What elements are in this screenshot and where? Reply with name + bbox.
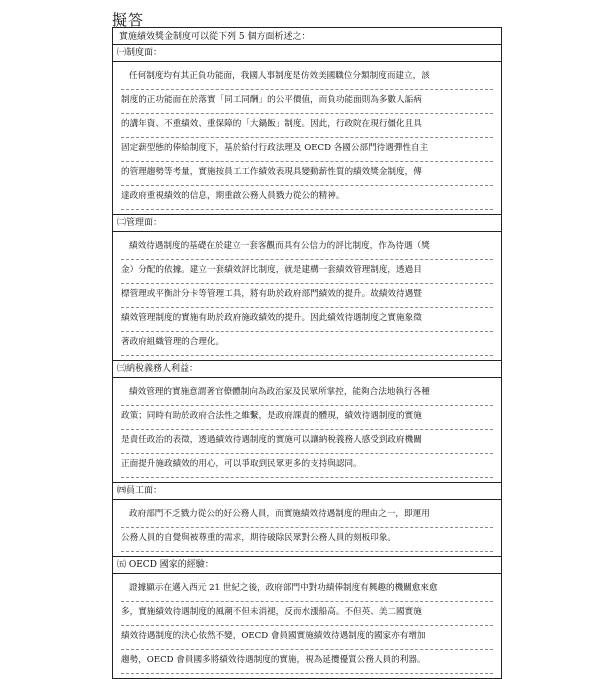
section-body	[113, 232, 501, 361]
section-title: ㈡管理面：	[113, 215, 501, 232]
intro-text: 實施績效獎金制度可以從下列 5 個方面析述之：	[113, 28, 501, 45]
text-line: 公務人員的自覺與被尊重的需求，期待破除民眾對公務人員的刻板印象。	[121, 528, 493, 552]
text-line: 政府部門不乏戮力從公的好公務人員，而實施績效待遇制度的理由之一，即運用	[121, 504, 493, 528]
text-line: 正面提升施政績效的用心，可以爭取到民眾更多的支持與認同。	[121, 454, 493, 478]
text-line: 制度的正功能面在於落實「同工同酬」的公平價值，而負功能面則為多數人詬病	[121, 90, 493, 114]
text-line: 政策；同時有助於政府合法性之維繫，是政府課責的體現，績效待遇制度的實施	[121, 406, 493, 430]
text-line: 固定薪型態的俸給制度下，基於給付行政法理及 OECD 各國公部門待遇彈性自主	[121, 138, 493, 162]
text-line: 的講年資、不重績效、重保障的「大鍋飯」制度。因此，行政院在現行僵化且具	[121, 114, 493, 138]
section-body	[113, 574, 501, 678]
text-line: 績效待遇制度的決心依然不變，OECD 會員國實施績效待遇制度的國家亦有增加	[121, 626, 493, 650]
text-line: 證據顯示在邁入西元 21 世紀之後，政府部門中對功績俸制度有興趣的機關愈來愈	[121, 578, 493, 602]
text-line: 績效管理的實施意謂著官僚體制向為政治家及民眾所掌控，能夠合法地執行各種	[121, 382, 493, 406]
text-line: 標管理或平衡計分卡等管理工具，將有助於政府部門績效的提升。故績效待遇暨	[121, 284, 493, 308]
answer-heading: 擬答	[112, 11, 145, 29]
text-line: 金）分配的依據。建立一套績效評比制度，就是建構一套績效管理制度，透過目	[121, 260, 493, 284]
text-line: 績效管理制度的實施有助於政府施政績效的提升。因此績效待遇制度之實施象徵	[121, 308, 493, 332]
section-body	[113, 62, 501, 215]
section-body	[113, 500, 501, 557]
text-line: 趨勢，OECD 會員國多將績效待遇制度的實施，視為延攬優質公務人員的利器。	[121, 650, 493, 674]
section-title: ㈢納稅義務人利益：	[113, 361, 501, 378]
section-title: ㈣員工面：	[113, 483, 501, 500]
text-line: 著政府組織管理的合理化。	[121, 332, 493, 356]
text-line: 達政府重視績效的信息，期重啟公務人員戮力從公的精神。	[121, 186, 493, 210]
section-title: ㈤ OECD 國家的經驗：	[113, 557, 501, 574]
text-line: 是責任政治的表徵，透過績效待遇制度的實施可以讓納稅義務人感受到政府機關	[121, 430, 493, 454]
section-body	[113, 378, 501, 483]
section-title: ㈠制度面：	[113, 45, 501, 62]
answer-document	[112, 27, 502, 679]
text-line: 任何制度均有其正負功能面，我國人事制度是仿效美國職位分類制度而建立，該	[121, 66, 493, 90]
text-line: 多，實施績效待遇制度的風潮不但未消褪，反而水漲船高。不但英、美二國實施	[121, 602, 493, 626]
text-line: 的管理趨勢等考量，實施按員工工作績效表現具變動薪性質的績效獎金制度，傳	[121, 162, 493, 186]
text-line: 績效待遇制度的基礎在於建立一套客觀而具有公信力的評比制度，作為待遇（獎	[121, 236, 493, 260]
